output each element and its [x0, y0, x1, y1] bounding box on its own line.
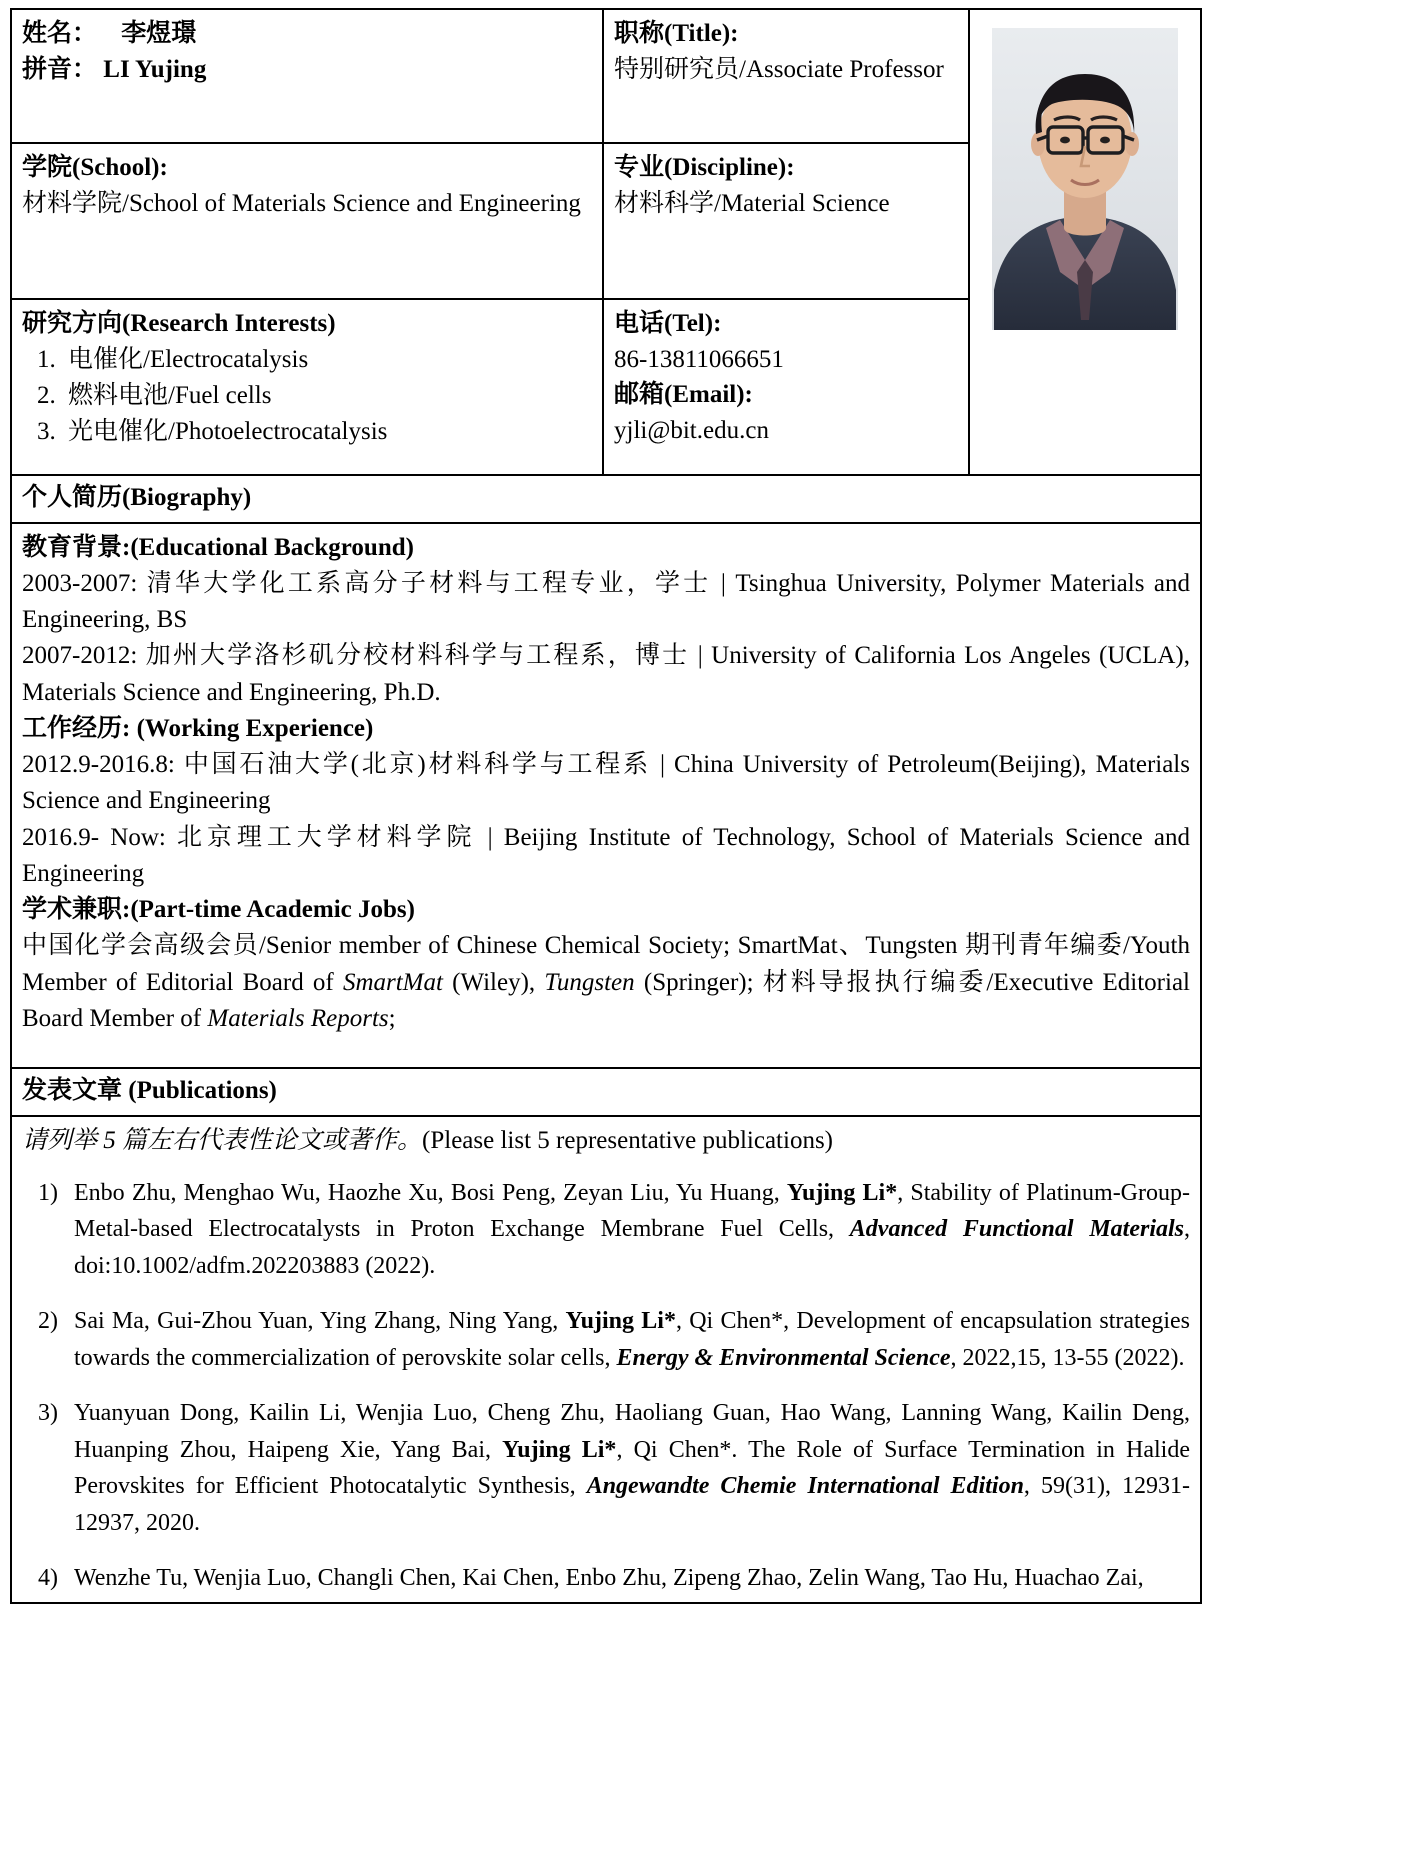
- cv-table: [10, 8, 1202, 1604]
- row-publications-body: [11, 1116, 1201, 1604]
- working-entry: 2016.9- Now: 北京理工大学材料学院 | Beijing Institute of Technology, School of Materials Science and Engineering: [22, 823, 1190, 887]
- discipline-value: 材料科学/Material Science: [614, 189, 890, 217]
- list-item: Enbo Zhu, Menghao Wu, Haozhe Xu, Bosi Peng, Zeyan Liu, Yu Huang, Yujing Li*, Stability of Platinum-Group-Metal-based Electrocatalysts in Proton Exchange Membrane Fuel Cells, Advanced Functional Materials, doi:10.1002/adfm.202203883 (2022).: [74, 1179, 1191, 1279]
- title-value: 特别研究员/Associate Professor: [614, 55, 944, 83]
- school-label: 学院(School):: [22, 154, 168, 181]
- list-item: Wenzhe Tu, Wenjia Luo, Changli Chen, Kai Chen, Enbo Zhu, Zipeng Zhao, Zelin Wang, Tao Hu, Huachao Zai,: [74, 1564, 1144, 1591]
- cell-name: [11, 9, 603, 143]
- cell-publications: [11, 1116, 1201, 1604]
- discipline-label: 专业(Discipline):: [614, 154, 795, 181]
- pinyin-label: 拼音：: [22, 55, 98, 83]
- education-label: 教育背景:(Educational Background): [22, 533, 414, 561]
- row-name-title: [11, 9, 1201, 143]
- name-line: [22, 16, 592, 52]
- education-entry: 2003-2007: 清华大学化工系高分子材料与工程专业，学士 | Tsinghua University, Polymer Materials and Engineering, BS: [22, 569, 1190, 633]
- cell-biography: [11, 523, 1201, 1069]
- parttime-jobs-label: 学术兼职:(Part-time Academic Jobs): [22, 896, 415, 923]
- tel-label: 电话(Tel):: [614, 310, 722, 337]
- research-interests-list: [22, 342, 592, 451]
- publications-note-en: (Please list 5 representative publications): [422, 1126, 834, 1154]
- name-value: 李煜璟: [121, 20, 197, 47]
- tel-value: 86-13811066651: [614, 345, 784, 373]
- working-entry: 2012.9-2016.8: 中国石油大学(北京)材料科学与工程系 | China University of Petroleum(Beijing), Materials Science and Engineering: [22, 751, 1190, 815]
- row-biography-header: [11, 475, 1201, 523]
- cell-photo: [969, 9, 1201, 475]
- biography-section-title: 个人简历(Biography): [11, 475, 1201, 523]
- publications-note-cn: 请列举 5 篇左右代表性论文或著作。: [22, 1126, 423, 1154]
- title-label: 职称(Title):: [614, 20, 739, 47]
- working-experience-label: 工作经历: (Working Experience): [22, 714, 374, 742]
- cell-title: [603, 9, 969, 143]
- cell-research-interests: [11, 299, 603, 475]
- cell-school: [11, 143, 603, 299]
- cell-discipline: [603, 143, 969, 299]
- school-value: 材料学院/School of Materials Science and Engineering: [22, 189, 581, 217]
- list-item: 2. 燃料电池/Fuel cells: [62, 378, 592, 414]
- row-biography-body: [11, 523, 1201, 1069]
- publications-list: [22, 1175, 1190, 1597]
- photo-frame: [980, 16, 1190, 446]
- research-interests-label: 研究方向(Research Interests): [22, 310, 336, 337]
- row-publications-header: [11, 1068, 1201, 1116]
- publications-note: [22, 1123, 1190, 1159]
- list-item: Yuanyuan Dong, Kailin Li, Wenjia Luo, Cheng Zhu, Haoliang Guan, Hao Wang, Lanning Wang, Kailin Deng, Huanping Zhou, Haipeng Xie, Yang Bai, Yujing Li*, Qi Chen*. The Role of Surface Termination in Halide Perovskites for Efficient Photocatalytic Synthesis, Angewandte Chemie International Edition, 59(31), 12931-12937, 2020.: [74, 1400, 1190, 1536]
- pinyin-value: LI Yujing: [103, 55, 207, 83]
- list-item: 1. 电催化/Electrocatalysis: [62, 342, 592, 378]
- cell-contact: [603, 299, 969, 475]
- email-value: yjli@bit.edu.cn: [614, 416, 769, 444]
- list-item: 3. 光电催化/Photoelectrocatalysis: [62, 414, 592, 450]
- portrait-photo-icon: [992, 28, 1178, 330]
- education-entry: 2007-2012: 加州大学洛杉矶分校材料科学与工程系，博士 | University of California Los Angeles (UCLA), Materials Science and Engineering, Ph.D.: [22, 642, 1190, 706]
- list-item: Sai Ma, Gui-Zhou Yuan, Ying Zhang, Ning Yang, Yujing Li*, Qi Chen*, Development of encapsulation strategies towards the commercialization of perovskite solar cells, Energy & Environmental Science, 2022,15, 13-55 (2022).: [74, 1308, 1190, 1371]
- pinyin-line: [22, 52, 592, 88]
- email-label: 邮箱(Email):: [614, 381, 753, 408]
- parttime-jobs-text: 中国化学会高级会员/Senior member of Chinese Chemical Society; SmartMat、Tungsten 期刊青年编委/Youth Member of Editorial Board of SmartMat (Wiley), Tungsten (Springer); 材料导报执行编委/Executive Editorial Board Member of Materials Reports;: [22, 932, 1190, 1032]
- name-label: 姓名：: [22, 20, 98, 47]
- publications-section-title: 发表文章 (Publications): [11, 1068, 1201, 1116]
